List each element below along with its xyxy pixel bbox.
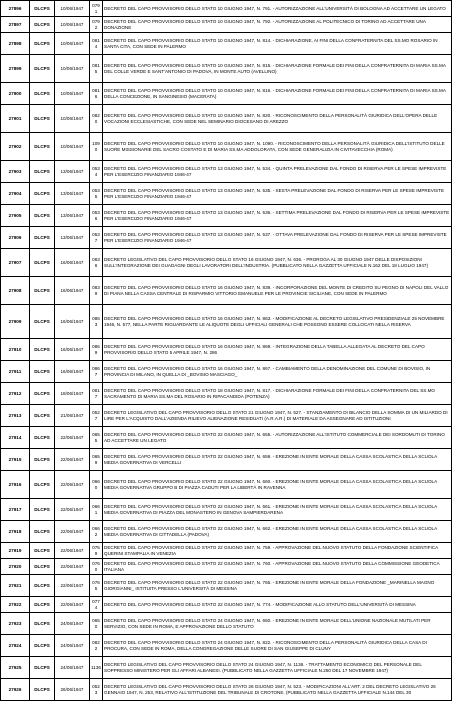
record-number: 27913: [1, 405, 30, 427]
act-number: 0527: [90, 405, 103, 427]
act-description: DECRETO LEGISLATIVO DEL CAPO PROVVISORIO DELLO STATO 21 GIUGNO 1947, N. 527. - STANZIAMENTO DI BILANCIO DELLA SOMMA DI UN MILIARDO DI LIRE PER L'ACQUISTO DALL'AZIENDA RILIEVO ALIENAZIONE RESIDUATI (A.R.A.R.) DI MATERIALE DA ASSEGNARE AD ISTITUZIONI: [103, 405, 452, 427]
table-row: [1, 183, 452, 205]
act-date: 16/06/1947: [55, 305, 90, 339]
act-date: 13/06/1947: [55, 205, 90, 227]
record-number: 27911: [1, 361, 30, 383]
table-row: [1, 449, 452, 471]
record-number: 27899: [1, 55, 30, 83]
act-date: 22/06/1947: [55, 543, 90, 559]
table-row: [1, 105, 452, 133]
act-date: 22/06/1947: [55, 427, 90, 449]
act-date: 22/06/1947: [55, 499, 90, 521]
table-row: [1, 161, 452, 183]
act-date: 10/06/1947: [55, 33, 90, 55]
act-date: 16/06/1947: [55, 277, 90, 305]
record-number: 27897: [1, 17, 30, 33]
act-date: 16/06/1947: [55, 361, 90, 383]
act-date: 10/06/1947: [55, 1, 90, 17]
act-description: DECRETO DEL CAPO PROVVISORIO DELLO STATO 13 GIUGNO 1947, N. 535. - SESTA PRELEVAZIONE DAL FONDO DI RISERVA PER LE SPESE IMPREVISTE PER L'ESERCIZIO FINANZIARIO 1946-47: [103, 183, 452, 205]
act-description: DECRETO DEL CAPO PROVVISORIO DELLO STATO 22 GIUGNO 1947, N. 765. - EREZIONE IN ENTE MORALE DELLA FONDAZIONE _MARINELLA MAGNO GIORGIANNI_ ISTITUITA PRESSO L'UNIVERSITÀ DI MESSINA: [103, 575, 452, 597]
act-type: DLCPS: [30, 1, 55, 17]
act-number: 0867: [90, 361, 103, 383]
act-date: 10/06/1947: [55, 133, 90, 161]
table-row: [1, 405, 452, 427]
act-number: 0760: [90, 559, 103, 575]
table-row: [1, 499, 452, 521]
act-type: DLCPS: [30, 339, 55, 361]
act-type: DLCPS: [30, 361, 55, 383]
record-number: 27917: [1, 499, 30, 521]
table-row: [1, 427, 452, 449]
act-description: DECRETO DEL CAPO PROVVISORIO DELLO STATO 22 GIUGNO 1947, N. 662. - EREZIONE IN ENTE MORALE DELLA CASSA SCOLASTICA DELLA SCUOLA MEDIA GOVERNATIVA DI CITTADELLA (PADOVA): [103, 521, 452, 543]
table-row: [1, 55, 452, 83]
act-type: DLCPS: [30, 227, 55, 249]
record-number: 27903: [1, 161, 30, 183]
table-row: [1, 277, 452, 305]
act-description: DECRETO DEL CAPO PROVVISORIO DELLO STATO 24 GIUGNO 1947, N. 822. - RICONOSCIMENTO DELLA PERSONALITÀ GIURIDICA DELLA CASA DI PROCURA, CON SEDE IN ROMA, DELLA CONGREGAZIONE DELLE SUORE DI SAN GIUSEPPE DI CLUNY: [103, 635, 452, 657]
table-row: [1, 249, 452, 277]
act-number: 0814: [90, 33, 103, 55]
act-type: DLCPS: [30, 133, 55, 161]
act-type: DLCPS: [30, 499, 55, 521]
act-number: 0536: [90, 205, 103, 227]
record-number: 27923: [1, 613, 30, 635]
record-number: 27912: [1, 383, 30, 405]
table-row: [1, 361, 452, 383]
act-description: DECRETO DEL CAPO PROVVISORIO DELLO STATO 16 GIUGNO 1947, N. 869. - INTEGRAZIONE DELLA TABELLA ALLEGATA AL DECRETO DEL CAPO PROVVISORIO DELLO STATO 5 APRILE 1947, N. 286: [103, 339, 452, 361]
act-number: 0863: [90, 305, 103, 339]
act-type: DLCPS: [30, 55, 55, 83]
record-number: 27904: [1, 183, 30, 205]
act-date: 22/06/1947: [55, 471, 90, 499]
act-type: DLCPS: [30, 657, 55, 679]
act-date: 18/06/1947: [55, 383, 90, 405]
act-type: DLCPS: [30, 597, 55, 613]
act-number: 0816: [90, 83, 103, 105]
act-type: DLCPS: [30, 559, 55, 575]
act-date: 22/06/1947: [55, 597, 90, 613]
act-date: 13/06/1947: [55, 227, 90, 249]
act-number: 0655: [90, 427, 103, 449]
act-description: DECRETO DEL CAPO PROVVISORIO DELLO STATO 10 GIUGNO 1947, N. 814. - DICHIARAZIONE, AI FINI DELLA CONFRATERNITA DEL SS.MO ROSARIO IN SANTA CITA, CON SEDE IN PALERMO: [103, 33, 452, 55]
table-row: [1, 339, 452, 361]
act-number: 0822: [90, 635, 103, 657]
act-date: 24/06/1947: [55, 613, 90, 635]
record-number: 27915: [1, 449, 30, 471]
record-number: 27906: [1, 227, 30, 249]
act-description: DECRETO DEL CAPO PROVVISORIO DELLO STATO 13 GIUGNO 1947, N. 536. - SETTIMA PRELEVAZIONE DAL FONDO DI RISERVA PER LE SPESE IMPREVISTE PER L'ESERCIZIO FINANZIARIO 1946-47: [103, 205, 452, 227]
act-number: 0765: [90, 575, 103, 597]
act-type: DLCPS: [30, 305, 55, 339]
act-type: DLCPS: [30, 635, 55, 657]
act-description: DECRETO DEL CAPO PROVVISORIO DELLO STATO 16 GIUGNO 1947, N. 839. - INCORPORAZIONE DEL MONTE DI CREDITO SU PEGNO DI NAPOLI DEL VALLO DI PIANA NELLA CASSA CENTRALE DI RISPARMIO VITTORIO EMANUELE PER LE PROVINCIE SICILIANE, CON SEDE IN PALERMO: [103, 277, 452, 305]
act-type: DLCPS: [30, 105, 55, 133]
table-row: [1, 597, 452, 613]
table-row: [1, 521, 452, 543]
table-row: [1, 33, 452, 55]
act-description: DECRETO DEL CAPO PROVVISORIO DELLO STATO 22 GIUGNO 1947, N. 661. - EREZIONE IN ENTE MORALE DELLA CASSA SCOLASTICA DELLA SCUOLA MEDIA GOVERNATIVA DI PIAZZA DEL MONASTERO IN GENOVA SAMPIERDARENA: [103, 499, 452, 521]
act-date: 22/06/1947: [55, 521, 90, 543]
act-date: 13/06/1947: [55, 161, 90, 183]
record-number: 27926: [1, 679, 30, 701]
act-date: 10/06/1947: [55, 55, 90, 83]
act-number: 0820: [90, 105, 103, 133]
act-number: 0839: [90, 277, 103, 305]
act-description: DECRETO LEGISLATIVO DEL CAPO PROVVISORIO DELLO STATO 26 GIUGNO 1947, N. 523. - MODIFICAZIONI ALL'ART. 2 DEL DECRETO LEGISLATIVO 26 GENNAIO 1947, N. 253, RELATIVO ALL'ISTITUZIONE DEL TRIBUNALE DI CROTONE. (PUBBLICATO NELLA GAZZETTA UFFICIALE N.144 DEL 30: [103, 679, 452, 701]
act-date: 10/06/1947: [55, 17, 90, 33]
act-description: DECRETO DEL CAPO PROVVISORIO DELLO STATO 18 GIUGNO 1947, N. 817. - DICHIARAZIONE FORMALE DEI FINI DELLA CONFRATERNITA DEL SS.MO SACRAMENTO DI MARIA SS.MA DEL ROSARIO IN RIPACANDIDA (POTENZA): [103, 383, 452, 405]
act-description: DECRETO DEL CAPO PROVVISORIO DELLO STATO 24 GIUGNO 1947, N. 650. - EREZIONE IN ENTE MORALE DELL'UNIONE NAZIONALE MUTILATI PER SERVIZIO, CON SEDE IN ROMA, E APPROVAZIONE DELLO STATUTO: [103, 613, 452, 635]
act-type: DLCPS: [30, 471, 55, 499]
table-row: [1, 17, 452, 33]
act-description: DECRETO DEL CAPO PROVVISORIO DELLO STATO 13 GIUGNO 1947, N. 537. - OTTAVA PRELEVAZIONE DAL FONDO DI RISERVA PER LE SPESE IMPREVISTE PER L'ESERCIZIO FINANZIARIO 1946-47: [103, 227, 452, 249]
table-row: [1, 133, 452, 161]
act-type: DLCPS: [30, 83, 55, 105]
act-description: DECRETO DEL CAPO PROVVISORIO DELLO STATO 10 GIUGNO 1947, N. 792. - AUTORIZZAZIONE AL POLITECNICO DI TORINO AD ACCETTARE UNA DONAZIONE: [103, 17, 452, 33]
record-number: 27908: [1, 277, 30, 305]
act-description: DECRETO DEL CAPO PROVVISORIO DELLO STATO 22 GIUGNO 1947, N. 659. - EREZIONE IN ENTE MORALE DELLA CASSA SCOLASTICA DELLA SCUOLA MEDIA GOVERNATIVA DI VERCELLI: [103, 449, 452, 471]
record-number: 27900: [1, 83, 30, 105]
act-date: 22/06/1947: [55, 559, 90, 575]
record-number: 27914: [1, 427, 30, 449]
act-type: DLCPS: [30, 575, 55, 597]
record-number: 27922: [1, 597, 30, 613]
act-number: 0792: [90, 17, 103, 33]
act-date: 22/06/1947: [55, 575, 90, 597]
act-number: 0636: [90, 249, 103, 277]
act-number: 1090: [90, 133, 103, 161]
record-number: 27898: [1, 33, 30, 55]
act-type: DLCPS: [30, 161, 55, 183]
table-row: [1, 1, 452, 17]
record-number: 27905: [1, 205, 30, 227]
act-date: 24/06/1947: [55, 635, 90, 657]
table-row: [1, 559, 452, 575]
act-number: 0759: [90, 543, 103, 559]
record-number: 27910: [1, 339, 30, 361]
act-description: DECRETO LEGISLATIVO DEL CAPO PROVVISORIO DELLO STATO 16 GIUGNO 1947, N. 636. - PROROGA AL 30 GIUGNO 1947 DELLE DISPOSIZIONI SULL'INTEGRAZIONE DEI GUADAGNI DEGLI LAVORATORI DELL'INDUSTRIA. (PUBBLICATO NELLA GAZZETTA UFFICIALE N.162 DEL 18 LUGLIO 1947): [103, 249, 452, 277]
record-number: 27918: [1, 521, 30, 543]
record-number: 27921: [1, 575, 30, 597]
record-number: 27909: [1, 305, 30, 339]
act-description: DECRETO DEL CAPO PROVVISORIO DELLO STATO 22 GIUGNO 1947, N. 759. - APPROVAZIONE DEL NUOVO STATUTO DELLA FONDAZIONE SCIENTIFICA QUERINI STAMPALIA IN VENEZIA: [103, 543, 452, 559]
act-number: 0662: [90, 521, 103, 543]
act-description: DECRETO DEL CAPO PROVVISORIO DELLO STATO 22 GIUGNO 1947, N. 655. - AUTORIZZAZIONE ALL'ISTITUTO COMMERCIALE DEI SORDOMUTI DI TORINO AD ACCETTARE UN LEGATO: [103, 427, 452, 449]
record-number: 27916: [1, 471, 30, 499]
act-date: 10/06/1947: [55, 83, 90, 105]
act-description: DECRETO DEL CAPO PROVVISORIO DELLO STATO 10 GIUGNO 1947, N. 816. - DICHIARAZIONE FORMALE DEI FINI DELLA CONFRATERNITA DI MARIA SS.MA DELLA CONCEZIONE, IN SANGINESIO (MACERATA): [103, 83, 452, 105]
record-number: 27907: [1, 249, 30, 277]
act-number: 1136: [90, 657, 103, 679]
act-number: 0534: [90, 161, 103, 183]
act-description: DECRETO DEL CAPO PROVVISORIO DELLO STATO 10 GIUGNO 1947, N. 791. - AUTORIZZAZIONE ALL'UNIVERSITÀ DI BOLOGNA AD ACCETTARE UN LEGATO: [103, 1, 452, 17]
act-type: DLCPS: [30, 17, 55, 33]
act-description: DECRETO DEL CAPO PROVVISORIO DELLO STATO 16 GIUGNO 1947, N. 863. - MODIFICAZIONE AL DECRETO LEGISLATIVO PRESIDENZIALE 25 NOVEMBRE 1946, N. 577, NELLA PARTE RIGUARDANTE LE ALIQUOTE DEGLI UFFICIALI GENERALI CHE POSSONO ESSERE COLLOCATI NELLA RISERVA: [103, 305, 452, 339]
act-description: DECRETO DEL CAPO PROVVISORIO DELLO STATO 10 GIUGNO 1947, N. 1090. - RICONOSCIMENTO DELLA PERSONALITÀ GIURIDICA DELL'ISTITUTO DELLE SUORE MISSIONARIE DEL SACRO COSTATO E DI MARIA SS.MA ADDOLORATA, CON SEDE GENERALIZIA IN CIVITAVECCHIA (ROMA): [103, 133, 452, 161]
act-type: DLCPS: [30, 277, 55, 305]
record-number: 27925: [1, 657, 30, 679]
table-row: [1, 205, 452, 227]
act-type: DLCPS: [30, 205, 55, 227]
act-description: DECRETO DEL CAPO PROVVISORIO DELLO STATO 10 GIUGNO 1947, N. 820. - RICONOSCIMENTO DELLA PERSONALITÀ GIURIDICA DELL'OPERA DELLE VOCAZIONI ECCLESIASTICHE, CON SEDE NEL SEMINARIO DIOCESANO DI AREZZO: [103, 105, 452, 133]
act-date: 16/06/1947: [55, 339, 90, 361]
act-date: 13/06/1947: [55, 183, 90, 205]
record-number: 27902: [1, 133, 30, 161]
table-row: [1, 635, 452, 657]
act-number: 0661: [90, 499, 103, 521]
register-body: [1, 1, 452, 701]
act-type: DLCPS: [30, 543, 55, 559]
act-type: DLCPS: [30, 521, 55, 543]
table-row: [1, 679, 452, 701]
act-date: 21/06/1947: [55, 405, 90, 427]
act-date: 26/06/1947: [55, 679, 90, 701]
act-number: 0650: [90, 613, 103, 635]
act-type: DLCPS: [30, 249, 55, 277]
act-description: DECRETO DEL CAPO PROVVISORIO DELLO STATO 22 GIUGNO 1947, N. 774. - MODIFICAZIONE ALLO STATUTO DELL'UNIVERSITÀ DI MESSINA: [103, 597, 452, 613]
record-number: 27896: [1, 1, 30, 17]
table-row: [1, 471, 452, 499]
act-number: 0774: [90, 597, 103, 613]
table-row: [1, 543, 452, 559]
act-type: DLCPS: [30, 405, 55, 427]
act-description: DECRETO LEGISLATIVO DEL CAPO PROVVISORIO DELLO STATO 24 GIUGNO 1947, N. 1136. - TRATTAMENTO ECONOMICO DEL PERSONALE DEL SOPPRESSO MINISTERO PER GLI AFFARI ALBANESI. (PUBBLICATO NELLA GAZZETTA UFFICIALE N.250 DEL 17 NOVEMBRE 1947): [103, 657, 452, 679]
act-type: DLCPS: [30, 613, 55, 635]
act-number: 0817: [90, 383, 103, 405]
table-row: [1, 305, 452, 339]
act-date: 22/06/1947: [55, 449, 90, 471]
act-date: 16/06/1947: [55, 249, 90, 277]
act-number: 0791: [90, 1, 103, 17]
act-number: 0869: [90, 339, 103, 361]
act-number: 0815: [90, 55, 103, 83]
act-description: DECRETO DEL CAPO PROVVISORIO DELLO STATO 22 GIUGNO 1947, N. 660. - EREZIONE IN ENTE MORALE DELLA CASSA SCOLASTICA DELLA SCUOLA MEDIA GOVERNATIVA GRUPPO B DI PIAZZA CADUTI PER LA LIBERTÀ IN RAVENNA: [103, 471, 452, 499]
act-number: 0523: [90, 679, 103, 701]
act-number: 0535: [90, 183, 103, 205]
record-number: 27901: [1, 105, 30, 133]
table-row: [1, 613, 452, 635]
act-type: DLCPS: [30, 427, 55, 449]
act-type: DLCPS: [30, 183, 55, 205]
act-description: DECRETO DEL CAPO PROVVISORIO DELLO STATO 16 GIUGNO 1947, N. 867. - CAMBIAMENTO DELLA DENOMINAZIONE DEL COMUNE DI BOVISIO, IN PROVINCIA DI MILANO, IN QUELLA DI _BOVISIO MASCIAGO_: [103, 361, 452, 383]
act-date: 24/06/1947: [55, 657, 90, 679]
table-row: [1, 657, 452, 679]
act-type: DLCPS: [30, 449, 55, 471]
act-description: DECRETO DEL CAPO PROVVISORIO DELLO STATO 22 GIUGNO 1947, N. 760. - APPROVAZIONE DEL NUOVO STATUTO DELLA COMMISSIONE GEODETICA ITALIANA: [103, 559, 452, 575]
table-row: [1, 227, 452, 249]
act-number: 0659: [90, 449, 103, 471]
record-number: 27919: [1, 543, 30, 559]
table-row: [1, 83, 452, 105]
act-type: DLCPS: [30, 33, 55, 55]
act-description: DECRETO DEL CAPO PROVVISORIO DELLO STATO 13 GIUGNO 1947, N. 534. - QUINTA PRELEVAZIONE DAL FONDO DI RISERVA PER LE SPESE IMPREVISTE PER L'ESERCIZIO FINANZIARIO 1946-47: [103, 161, 452, 183]
act-number: 0537: [90, 227, 103, 249]
act-date: 10/06/1947: [55, 105, 90, 133]
record-number: 27924: [1, 635, 30, 657]
act-type: DLCPS: [30, 679, 55, 701]
act-type: DLCPS: [30, 383, 55, 405]
act-number: 0660: [90, 471, 103, 499]
record-number: 27920: [1, 559, 30, 575]
table-row: [1, 575, 452, 597]
table-row: [1, 383, 452, 405]
act-description: DECRETO DEL CAPO PROVVISORIO DELLO STATO 10 GIUGNO 1947, N. 815. - DICHIARAZIONE FORMALE DEI FINI DELLA CONFRATERNITA DI MARIA SS.MA DEL COLLE VERDE E SANT'ANTONIO DI PADOVA, IN MONTE AUTO (AVELLINO): [103, 55, 452, 83]
